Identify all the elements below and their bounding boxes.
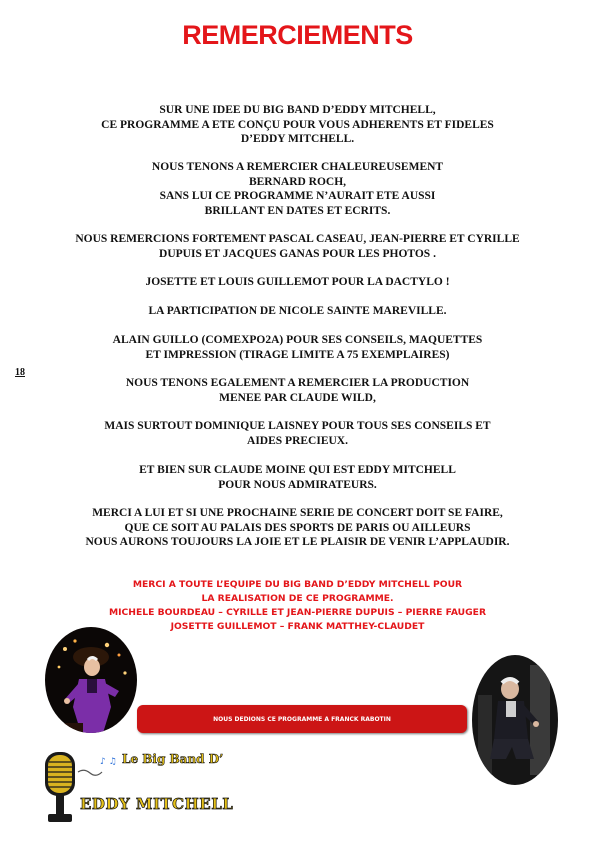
- singer-seated-image: [472, 655, 558, 785]
- intro-paragraph: [40, 103, 555, 147]
- text-line: NOUS REMERCIONS FORTEMENT PASCAL CASEAU, JEAN-PIERRE ET CYRILLE: [75, 233, 520, 245]
- text-line: ET BIEN SUR CLAUDE MOINE QUI EST EDDY MITCHELL: [139, 464, 456, 476]
- singer-stage-image: [45, 627, 137, 733]
- concert-photo-left: [45, 627, 137, 733]
- text-line: DUPUIS ET JACQUES GANAS POUR LES PHOTOS .: [159, 247, 436, 260]
- text-line: NOUS AURONS TOUJOURS LA JOIE ET LE PLAISIR DE VENIR L’APPLAUDIR.: [85, 536, 510, 548]
- photos-paragraph: [40, 232, 555, 261]
- text-line: D’EDDY MITCHELL.: [240, 133, 355, 145]
- text-line: MERCI A LUI ET SI UNE PROCHAINE SERIE DE CONCERT DOIT SE FAIRE,: [92, 507, 503, 519]
- logo-line-1: Le Big Band D’: [122, 752, 224, 766]
- text-line: MERCI A TOUTE L’EQUIPE DU BIG BAND D’EDDY MITCHELL POUR: [132, 579, 463, 590]
- text-line: AIDES PRECIEUX.: [247, 434, 348, 447]
- text-line: LA PARTICIPATION DE NICOLE SAINTE MAREVILLE.: [148, 305, 447, 317]
- laisney-paragraph: [40, 419, 555, 448]
- impression-paragraph: [40, 333, 555, 362]
- dedication-text: NOUS DEDIONS CE PROGRAMME A FRANCK RABOTIN: [213, 715, 391, 723]
- logo-line-2: EDDY MITCHELL: [80, 795, 234, 813]
- page-number: 18: [15, 367, 25, 378]
- text-line: ALAIN GUILLO (COMEXPO2A) POUR SES CONSEILS, MAQUETTES: [112, 334, 483, 346]
- team-thanks: [40, 578, 555, 634]
- text-line: ET IMPRESSION (TIRAGE LIMITE A 75 EXEMPLAIRES): [145, 348, 450, 361]
- dedication-banner: [137, 705, 467, 733]
- page-title: REMERCIEMENTS: [182, 20, 413, 50]
- text-line: SUR UNE IDEE DU BIG BAND D’EDDY MITCHELL,: [159, 104, 436, 116]
- dactylo-paragraph: [40, 275, 555, 290]
- text-line: MAIS SURTOUT DOMINIQUE LAISNEY POUR TOUS SES CONSEILS ET: [104, 420, 491, 432]
- claude-moine-paragraph: [40, 463, 555, 492]
- svg-text:♪ ♫: ♪ ♫: [100, 757, 117, 767]
- text-line: MICHELE BOURDEAU – CYRILLE ET JEAN-PIERRE DUPUIS – PIERRE FAUGER: [108, 607, 487, 618]
- text-line: SANS LUI CE PROGRAMME N’AURAIT ETE AUSSI: [159, 190, 436, 202]
- text-line: JOSETTE ET LOUIS GUILLEMOT POUR LA DACTYLO !: [145, 276, 450, 288]
- text-line: BERNARD ROCH,: [248, 175, 347, 188]
- text-line: MENEE PAR CLAUDE WILD,: [219, 391, 376, 404]
- big-band-logo: [40, 750, 234, 825]
- closing-paragraph: [40, 506, 555, 550]
- text-line: NOUS TENONS A REMERCIER CHALEUREUSEMENT: [151, 161, 444, 173]
- text-line: QUE CE SOIT AU PALAIS DES SPORTS DE PARIS OU AILLEURS: [124, 521, 471, 534]
- text-line: LA REALISATION DE CE PROGRAMME.: [201, 593, 394, 604]
- text-line: NOUS TENONS EGALEMENT A REMERCIER LA PRODUCTION: [125, 377, 470, 389]
- participation-paragraph: [40, 304, 555, 319]
- thanks-roch-paragraph: [40, 160, 555, 218]
- production-paragraph: [40, 376, 555, 405]
- concert-photo-right: [472, 655, 558, 785]
- text-line: BRILLANT EN DATES ET ECRITS.: [204, 204, 391, 217]
- text-line: JOSETTE GUILLEMOT – FRANK MATTHEY-CLAUDET: [170, 621, 425, 632]
- text-line: CE PROGRAMME A ETE CONÇU POUR VOUS ADHERENTS ET FIDELES: [101, 118, 494, 131]
- text-line: POUR NOUS ADMIRATEURS.: [218, 478, 377, 491]
